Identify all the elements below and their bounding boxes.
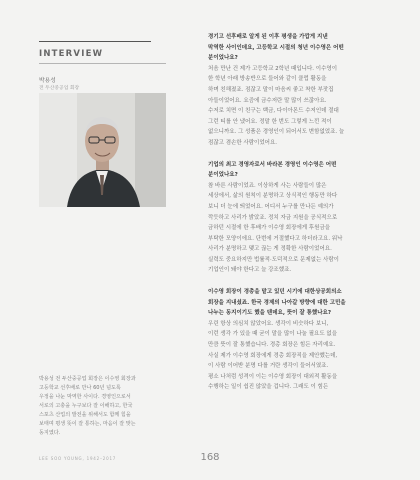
footer-book-title: LEE SOO YOUNG, 1942–2017 [39, 456, 117, 461]
caption-line: 동지였다. [39, 430, 61, 437]
caption-line: 보태며 평생 뜻이 잘 통하는, 마음이 잘 맞는 [39, 421, 136, 428]
question-line: 경기고 선후배로 알게 된 이후 평생을 가깝게 지낸 [208, 34, 328, 40]
answer-line: 처음 만난 건 제가 고등학교 2학년 때입니다. 이수영이 [208, 65, 338, 72]
caption-line: 스포츠 산업의 발전을 위해서도 함께 힘을 [39, 412, 131, 419]
photo-caption [39, 375, 166, 438]
answer-line: 수저로 치면 이 친구는 백금, 다이아몬드 수저인데 절대 [208, 108, 339, 115]
answer-line: 우린 항상 의심치 않았어요. 생각이 비슷하다 보니, [208, 320, 329, 327]
answer-line: 기업인이 돼야 한다고 늘 강조했죠. [208, 267, 292, 274]
qa-block-3 [208, 287, 386, 393]
question-line: 분이었나요? [208, 55, 238, 62]
answer-line: 이런 생각 가 있을 때 굳이 말을 많이 나눌 필요도 없을 [208, 331, 338, 338]
answer-line: 부탁한 모양이에요. 단번에 거절했다고 하더라고요. 워낙 [208, 235, 343, 242]
question-line: 이수영 회장이 경총을 맡고 있던 시기에 대한상공회의소 [208, 289, 342, 296]
answer-line: 하며 친해졌죠. 점잖고 말이 마음씨 좋고 착한 부잣집 [208, 86, 334, 93]
answer-line: 실력도 중요하지만 법률적·도덕적으로 문제없는 사람이 [208, 256, 339, 263]
qa-block-1 [208, 32, 386, 149]
answer-line: 참 바른 사람이었죠. 이상하게 사는 사람들이 많은 [208, 182, 327, 189]
answer-line: 점잖고 겸손한 사람이었어요. [208, 139, 278, 146]
answer-line: 보니 더 눈에 띄었어요. 어디서 누구를 만나든 예의가 [208, 203, 334, 210]
interviewee-name: 박용성 [39, 78, 56, 84]
question-line: 회장을 지내셨죠. 한국 경제의 나아갈 방향에 대한 고민을 [208, 299, 346, 306]
answer-line: 수행하는 일이 쉽진 않았을 겁니다. 그래도 이 힘든 [208, 384, 329, 391]
answer-line: 금하던 시절에 한 후배가 이수영 회장에게 후원금을 [208, 225, 331, 232]
answer-line: 깍듯하고 사리가 밝았죠. 정치 자금 지원을 공식적으로 [208, 214, 338, 221]
caption-line: 고등학교 선후배로 만나 60년 넘도록 [39, 385, 121, 392]
answer-line: 평소 나처럼 성격이 이는 이수영 회장이 대외적 활동을 [208, 373, 338, 380]
answer-line: 없으니까요. 그 성품은 경영인이 되어서도 변함없었죠. 늘 [208, 129, 345, 136]
answer-line: 만큼 뜻이 잘 통했습니다. 경총 회장은 힘든 자리예요. [208, 342, 336, 349]
qa-block-2 [208, 160, 386, 277]
answer-line: 아들이었어요. 요즘에 금수저란 말 많이 쓰잖아요. [208, 97, 327, 104]
top-rule [39, 41, 151, 42]
answer-line: 세상에서, 삶의 원칙이 분명하고 상식적인 행동만 하다 [208, 193, 338, 200]
interview-text [208, 32, 386, 404]
section-rule [39, 63, 166, 64]
page-number: 168 [200, 452, 220, 463]
answer-line: 한 학년 아래 방송반으로 들어와 같이 클럽 활동을 [208, 76, 327, 83]
caption-line: 우정을 나눈 막역한 사이다. 경영인으로서 [39, 394, 131, 401]
answer-line: 그런 티를 안 냈어요. 정말 한 번도 그렇게 느낀 적이 [208, 118, 332, 125]
answer-line: 사리가 분명하고 맺고 끊는 게 정확한 사람이었어요. [208, 246, 332, 253]
question-line: 기업의 최고 경영자로서 바라본 경영인 이수영은 어떤 [208, 161, 337, 168]
portrait-illustration [39, 93, 166, 207]
caption-line: 서로의 고충을 누구보다 잘 이해하고, 한국 [39, 403, 133, 410]
section-label: INTERVIEW [39, 49, 104, 59]
question-line: 나누는 동지이기도 했을 텐데요, 뜻이 잘 통했나요? [208, 310, 332, 317]
question-line: 막역한 사이인데요, 고등학교 시절의 청년 이수영은 어떤 [208, 44, 344, 51]
answer-line: 사실 제가 이수영 회장에게 경총 회장직을 제안했는데, [208, 352, 338, 359]
caption-line: 박용성 전 두산중공업 회장은 이수영 회장과 [39, 376, 136, 382]
interviewee-role: 전 두산중공업 회장 [39, 86, 80, 91]
question-line: 분이었나요? [208, 172, 238, 179]
interviewee-photo [39, 93, 166, 207]
answer-line: 이 사람 이어받 분명 다를 거란 생각이 들어서였죠. [208, 363, 329, 370]
